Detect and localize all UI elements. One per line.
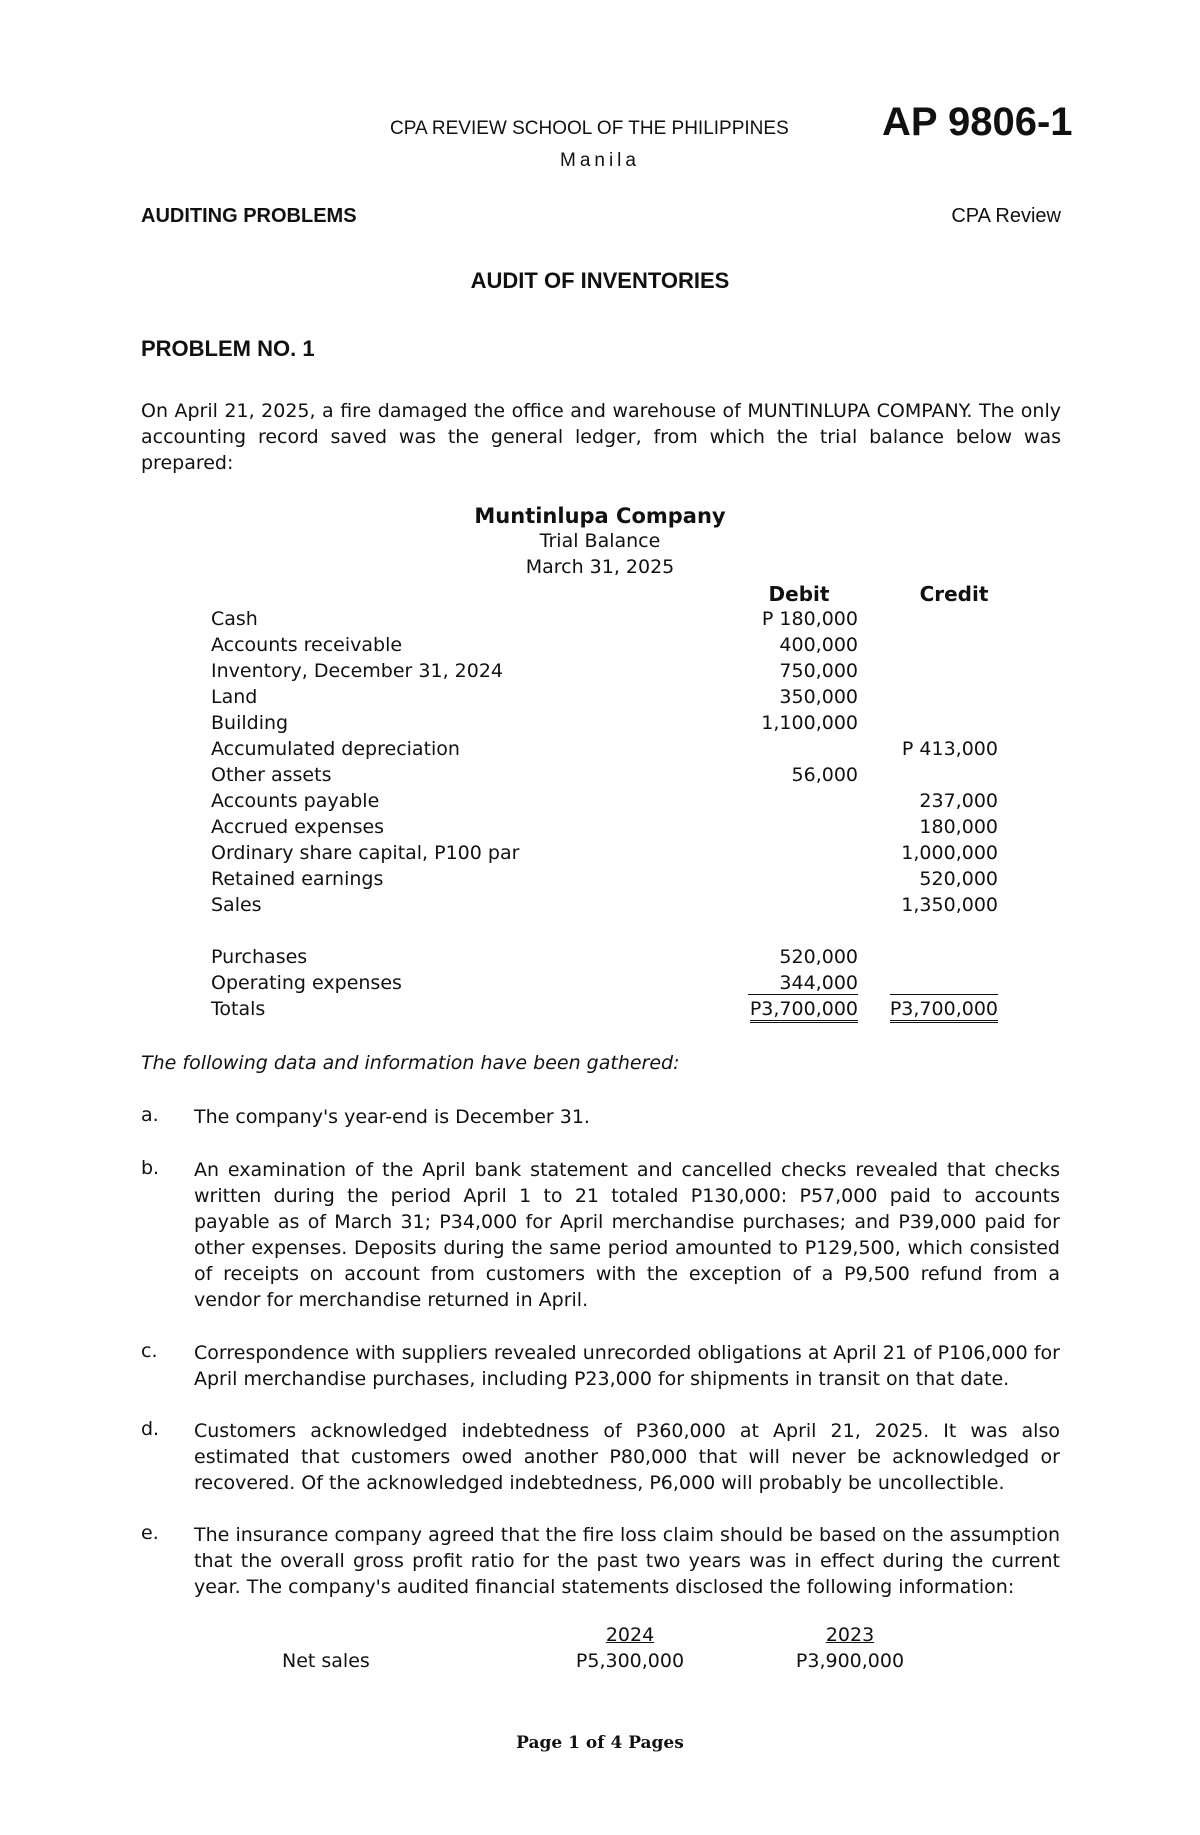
tb-credit: P 413,000 <box>901 738 998 760</box>
school-name: CPA REVIEW SCHOOL OF THE PHILIPPINES <box>390 118 789 139</box>
tb-account: Building <box>211 712 289 734</box>
tb-account: Inventory, December 31, 2024 <box>211 660 504 682</box>
tb-credit: 1,000,000 <box>901 842 998 864</box>
tb-credit: 520,000 <box>919 868 998 890</box>
document-title: AUDIT OF INVENTORIES <box>470 268 730 293</box>
credit-header: Credit <box>919 582 989 606</box>
tb-total-debit <box>748 998 858 1020</box>
item-letter: a. <box>141 1104 159 1126</box>
tb-account: Accounts receivable <box>211 634 403 656</box>
tb-debit: 1,100,000 <box>761 712 858 734</box>
item-text: An examination of the April bank statement and cancelled checks revealed that checks written during the period April 1 to 21 totaled P130,000: P57,000 paid to accounts payable as of March 31; P34,000 for April merchandise purchases; and P39,000 paid for other expenses. Deposits during the same period amounted to P129,500, which consisted of receipts on account from customers with the exception of a P9,500 refund from a vendor for merchandise returned in April. <box>194 1159 1060 1311</box>
tb-debit: 400,000 <box>779 634 858 656</box>
trial-balance-company: Muntinlupa Company <box>474 504 726 528</box>
tb-account: Sales <box>211 894 262 916</box>
gathered-heading: The following data and information have been gathered: <box>141 1052 680 1074</box>
tb-account: Cash <box>211 608 258 630</box>
tb-account: Land <box>211 686 258 708</box>
tb-debit: 56,000 <box>791 764 858 786</box>
tb-account: Ordinary share capital, P100 par <box>211 842 520 864</box>
item-letter: c. <box>141 1340 158 1362</box>
document-code: AP 9806-1 <box>882 100 1073 144</box>
tb-total-credit-value: P3,700,000 <box>890 998 998 1023</box>
tb-debit: 344,000 <box>779 972 858 994</box>
debit-header: Debit <box>768 582 830 606</box>
page-footer: Page 1 of 4 Pages <box>516 1733 684 1753</box>
tb-account: Retained earnings <box>211 868 384 890</box>
net-sales-2024: P5,300,000 <box>575 1650 685 1672</box>
item-letter: b. <box>141 1157 160 1179</box>
problem-intro: On April 21, 2025, a fire damaged the office and warehouse of MUNTINLUPA COMPANY. The only accounting record saved was the general ledger, from which the trial balance below was prepared: <box>141 400 1061 474</box>
credit-subtotal-rule <box>890 994 998 995</box>
school-city: Manila <box>560 150 640 171</box>
tb-account: Purchases <box>211 946 308 968</box>
problem-number: PROBLEM NO. 1 <box>141 336 315 361</box>
item-text: Customers acknowledged indebtedness of P360,000 at April 21, 2025. It was also estimated that customers owed another P80,000 that will never be acknowledged or recovered. Of the acknowledged indebtedness, P6,000 will probably be uncollectible. <box>194 1420 1060 1494</box>
tb-totals-label: Totals <box>211 998 266 1020</box>
item-text: The insurance company agreed that the fire loss claim should be based on the assumption that the overall gross profit ratio for the past two years was in effect during the current year. The company's audited financial statements disclosed the following information: <box>194 1524 1060 1598</box>
course-heading: CPA Review <box>951 205 1061 227</box>
item-letter: d. <box>141 1418 160 1440</box>
subject-heading: AUDITING PROBLEMS <box>141 205 357 227</box>
tb-debit: P 180,000 <box>761 608 858 630</box>
item-text: The company's year-end is December 31. <box>194 1106 590 1128</box>
tb-account: Accounts payable <box>211 790 380 812</box>
tb-debit: 350,000 <box>779 686 858 708</box>
tb-credit: 180,000 <box>919 816 998 838</box>
tb-total-debit-value: P3,700,000 <box>750 998 858 1023</box>
tb-credit: 1,350,000 <box>901 894 998 916</box>
year-2023: 2023 <box>825 1624 875 1646</box>
tb-account: Other assets <box>211 764 332 786</box>
tb-total-credit <box>880 998 998 1020</box>
tb-debit: 750,000 <box>779 660 858 682</box>
tb-account: Operating expenses <box>211 972 402 994</box>
year-2024: 2024 <box>605 1624 655 1646</box>
net-sales-label: Net sales <box>282 1650 370 1672</box>
item-letter: e. <box>141 1522 159 1544</box>
tb-debit: 520,000 <box>779 946 858 968</box>
tb-credit: 237,000 <box>919 790 998 812</box>
net-sales-2023: P3,900,000 <box>795 1650 905 1672</box>
item-text: Correspondence with suppliers revealed unrecorded obligations at April 21 of P106,000 for April merchandise purchases, including P23,000 for shipments in transit on that date. <box>194 1342 1060 1390</box>
tb-account: Accrued expenses <box>211 816 385 838</box>
debit-subtotal-rule <box>748 994 858 995</box>
trial-balance-date: March 31, 2025 <box>525 556 675 578</box>
trial-balance-title: Trial Balance <box>539 530 661 552</box>
tb-account: Accumulated depreciation <box>211 738 460 760</box>
